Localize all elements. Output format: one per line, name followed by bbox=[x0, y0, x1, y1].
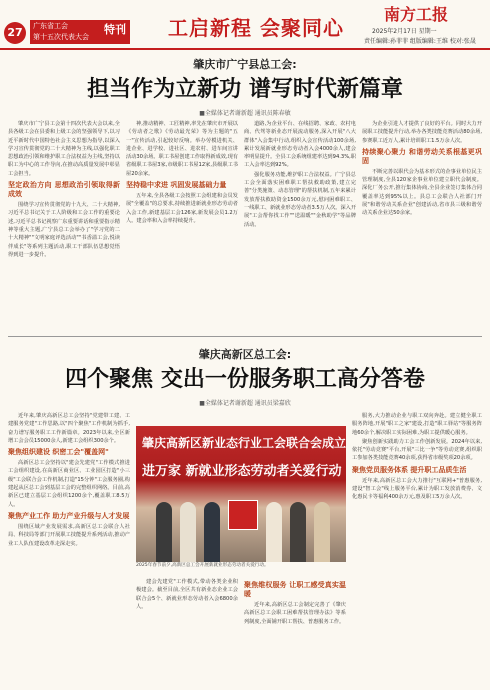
person-figure bbox=[204, 502, 220, 562]
subheading: 聚焦组织建设 织密工会"覆盖网" bbox=[8, 448, 109, 457]
paragraph: 围绕学习宣传贯彻党的十九大、二十大精神,习近平总书记关于工人阶级和工会工作的重要论述,习近平总书记视察广东重要讲话和重要指示精神等重大主题,广宁县总工会举办了"学习党的二十大精神""文明家庭评选活动""书香溢工会,悦读伴成长"等系列主题活动,职工干部队伍思想觉悟得到进一步提升。 bbox=[8, 202, 120, 258]
paragraph: 肇庆市广宁县工会第十四次代表大会以来,全县各级工会在县委和上级工会的坚强领导下,以习近平新时代中国特色社会主义思想为指导,以深入学习宣传贯彻党的二十大精神为主线,以强化职工思想政治引领和维护职工合法权益为主线,坚持以职工为中心的工作导向,在推动高质量发展中彰显工会担当。 bbox=[8, 121, 120, 177]
article2-column4 bbox=[352, 412, 482, 684]
news-photo bbox=[136, 426, 346, 562]
paragraph: 围绕区域产业发展需求,高新区总工会联合人社局、科技局等部门开展职工技能提升系列活动,推动产业工人队伍建设改革走深走实。 bbox=[8, 523, 130, 547]
article2-column1 bbox=[8, 412, 130, 684]
subheading: 聚焦党员服务体系 提升职工品质生活 bbox=[352, 465, 467, 474]
article2-byline: ■全媒体记者谢新超 通讯员梁嘉欣 bbox=[199, 400, 291, 407]
article-divider bbox=[8, 336, 482, 337]
special-issue-title: 工启新程 会聚同心 bbox=[168, 16, 344, 40]
paragraph: 近年来,高新区总工会大力推行"互联网+"普惠服务,建设"智工会"线上服务平台,累计为职工发放消费券、文化惠民卡等福利400余万元,惠及职工5万余人次。 bbox=[352, 477, 482, 501]
paragraph: 不断完善以职代会为基本形式的企事业单位民主管理制度,全县120家企事业单位建立职代会制度。深化厂务公开,推行集体协商,全县企业签订集体合同覆盖率达到95%以上。县总工会联合人社部门开展"和谐劳动关系企业"创建活动,省市县三级和谐劳动关系企业达50余家。 bbox=[362, 168, 482, 217]
paragraph: 服务,大力推动企业与职工双向奔赴。建立健全职工服务阵地,开展"职工之家"建设,打造"职工驿站"等服务阵地60余个,解决职工实际困难,为职工提供暖心服务。 bbox=[352, 413, 482, 436]
paragraph: 高新区总工会坚持以"建会先建党"工作模式推进工会组织建设,在高新区商业区、工业园区打造"小三级"工会联合会工作机制,打造"15分钟"工会服务圈,构建起从区总工会到基层工会的完整组织网络。目前,高新区已建立基层工会组织1200余个,覆盖职工8.5万人。 bbox=[8, 460, 130, 508]
paragraph: 五年来,全县各级工会按照工会组建和会员发展"全覆盖"的总要求,持续推进新就业形态劳动者入会工作,新建基层工会126家,新发展会员1.2万人。建会率和入会率持续提升。 bbox=[126, 193, 238, 224]
article2-column2 bbox=[136, 578, 238, 684]
article1-kicker: 肇庆市广宁县总工会: bbox=[193, 58, 297, 71]
gift-box bbox=[228, 500, 258, 530]
article1-byline: ■全媒体记者谢新超 通讯员陈春敏 bbox=[199, 110, 291, 117]
section-line1: 广东省工会 bbox=[33, 22, 68, 30]
article1-column1 bbox=[8, 120, 120, 332]
editor-credits: 责任编辑:孙菲菲 组版编辑:王维 校对:张晟 bbox=[364, 38, 476, 45]
paragraph: 道路,为企业平台、在线招聘、家政、农村电商、代驾等新业态开展流动服务,深入开展"八大群体"入会集中行动,组织入会宣传活动100余场,累计发展新就业形态劳动者入会4000余人,建会率明显提升。全县工会系统组建率达到94.3%,职工入会率达到92%。 bbox=[244, 121, 356, 169]
article2-kicker: 肇庆高新区总工会: bbox=[198, 348, 292, 361]
paragraph: 近年来,高新区总工会制定完善了《肇庆高新区总工会职工困难帮扶管理办法》等系列制度,全面铺开职工帮扶、普惠服务工作。 bbox=[244, 602, 346, 625]
section-line2: 第十五次代表大会 bbox=[33, 33, 89, 41]
header-rule bbox=[0, 48, 490, 50]
person-figure bbox=[156, 502, 172, 562]
article1-column2 bbox=[126, 120, 238, 332]
article2-headline: 四个聚焦 交出一份服务职工高分答卷 bbox=[65, 366, 425, 392]
paragraph: 聚焦创新实践助力工会工作创新发展。2024年以来,依托"劳动竞赛"平台,开展"三比一争"等劳动竞赛,组织职工参加各类技能竞赛40余项,获得省市级奖项20余项。 bbox=[352, 438, 482, 462]
paragraph: 为企业引进人才提供了良好的平台。同时大力开展职工技能提升行动,举办各类技能竞赛活动80余场,参赛职工近万人,累计培训职工1.5万余人次。 bbox=[362, 121, 482, 144]
person-figure bbox=[314, 502, 330, 562]
subheading: 坚持稳中求进 巩固发展基础力量 bbox=[126, 181, 227, 190]
photo-banner-line1: 肇庆高新区新业态行业工会联合会成立 bbox=[142, 436, 346, 450]
section-tag: 特刊 bbox=[104, 23, 126, 36]
subheading: 坚定政治方向 思想政治引领取得新成效 bbox=[8, 181, 120, 199]
article1-headline: 担当作为立新功 谱写时代新篇章 bbox=[87, 76, 403, 102]
article1-column3 bbox=[244, 120, 356, 332]
issue-date: 2025年2月17日 星期一 bbox=[372, 28, 437, 35]
paragraph: 建会先建党"工作模式,带动各类企业积极建会。截至目前,全区共有新业态企业工会联合会5个、新就业形态劳动者入会6800余人。 bbox=[136, 579, 238, 610]
photo-caption: 2025年春节前夕,高新区总工会开展新就业形态劳动者关爱行动。 bbox=[136, 563, 269, 568]
article2-column3 bbox=[244, 578, 346, 684]
subheading: 聚焦维权服务 让职工感受真实温暖 bbox=[244, 581, 346, 598]
page-number: 27 bbox=[4, 22, 26, 44]
newspaper-logo: 南方工报 bbox=[384, 5, 449, 24]
paragraph: 强化服务功能,维护职工合法权益。广宁县总工会全面落实困难职工帮扶救助政策,建立完善"分类施策、动态管理"的帮扶机制,五年来累计发放帮扶救助资金1500余万元,慰问困难职工、一线职工、新就业形态劳动者3.5万人次。深入开展"工会帮你找工作""送温暖""金秋助学"等品牌活动。 bbox=[244, 171, 356, 228]
photo-banner-line2: 进万家 新就业形态劳动者关爱行动 bbox=[142, 464, 342, 479]
article1-column4 bbox=[362, 120, 482, 332]
person-figure bbox=[266, 502, 282, 562]
paragraph: 神,推动精神、工匠精神,率先在肇庆市开展以《劳动者之歌》《劳动最光荣》等为主题的"五一"宣传活动,引起较好反响。举办劳模进机关、进企业、进学校、进社区、进农村、进车间宣讲活动30余场。职工书屋创建工作取得新成效,现有省级职工书屋3家,市级职工书屋12家,县级职工书屋20余家。 bbox=[126, 121, 238, 177]
subheading: 聚焦产业工作 助力产业升级与人才发展 bbox=[8, 511, 130, 520]
subheading: 持续聚心聚力 和谐劳动关系根基更巩固 bbox=[362, 147, 482, 165]
paragraph: 近年来,肇庆高新区总工会坚持"党建带工建、工建服务党建"工作思路,以"四个聚焦"工作机制为抓手,奋力谱写服务职工工作新篇章。2023年以来,全区新增工会会员15000余人,新建工会组织300余个。 bbox=[8, 413, 130, 444]
person-figure bbox=[290, 502, 306, 562]
section-label bbox=[30, 20, 130, 44]
person-figure bbox=[180, 502, 196, 562]
